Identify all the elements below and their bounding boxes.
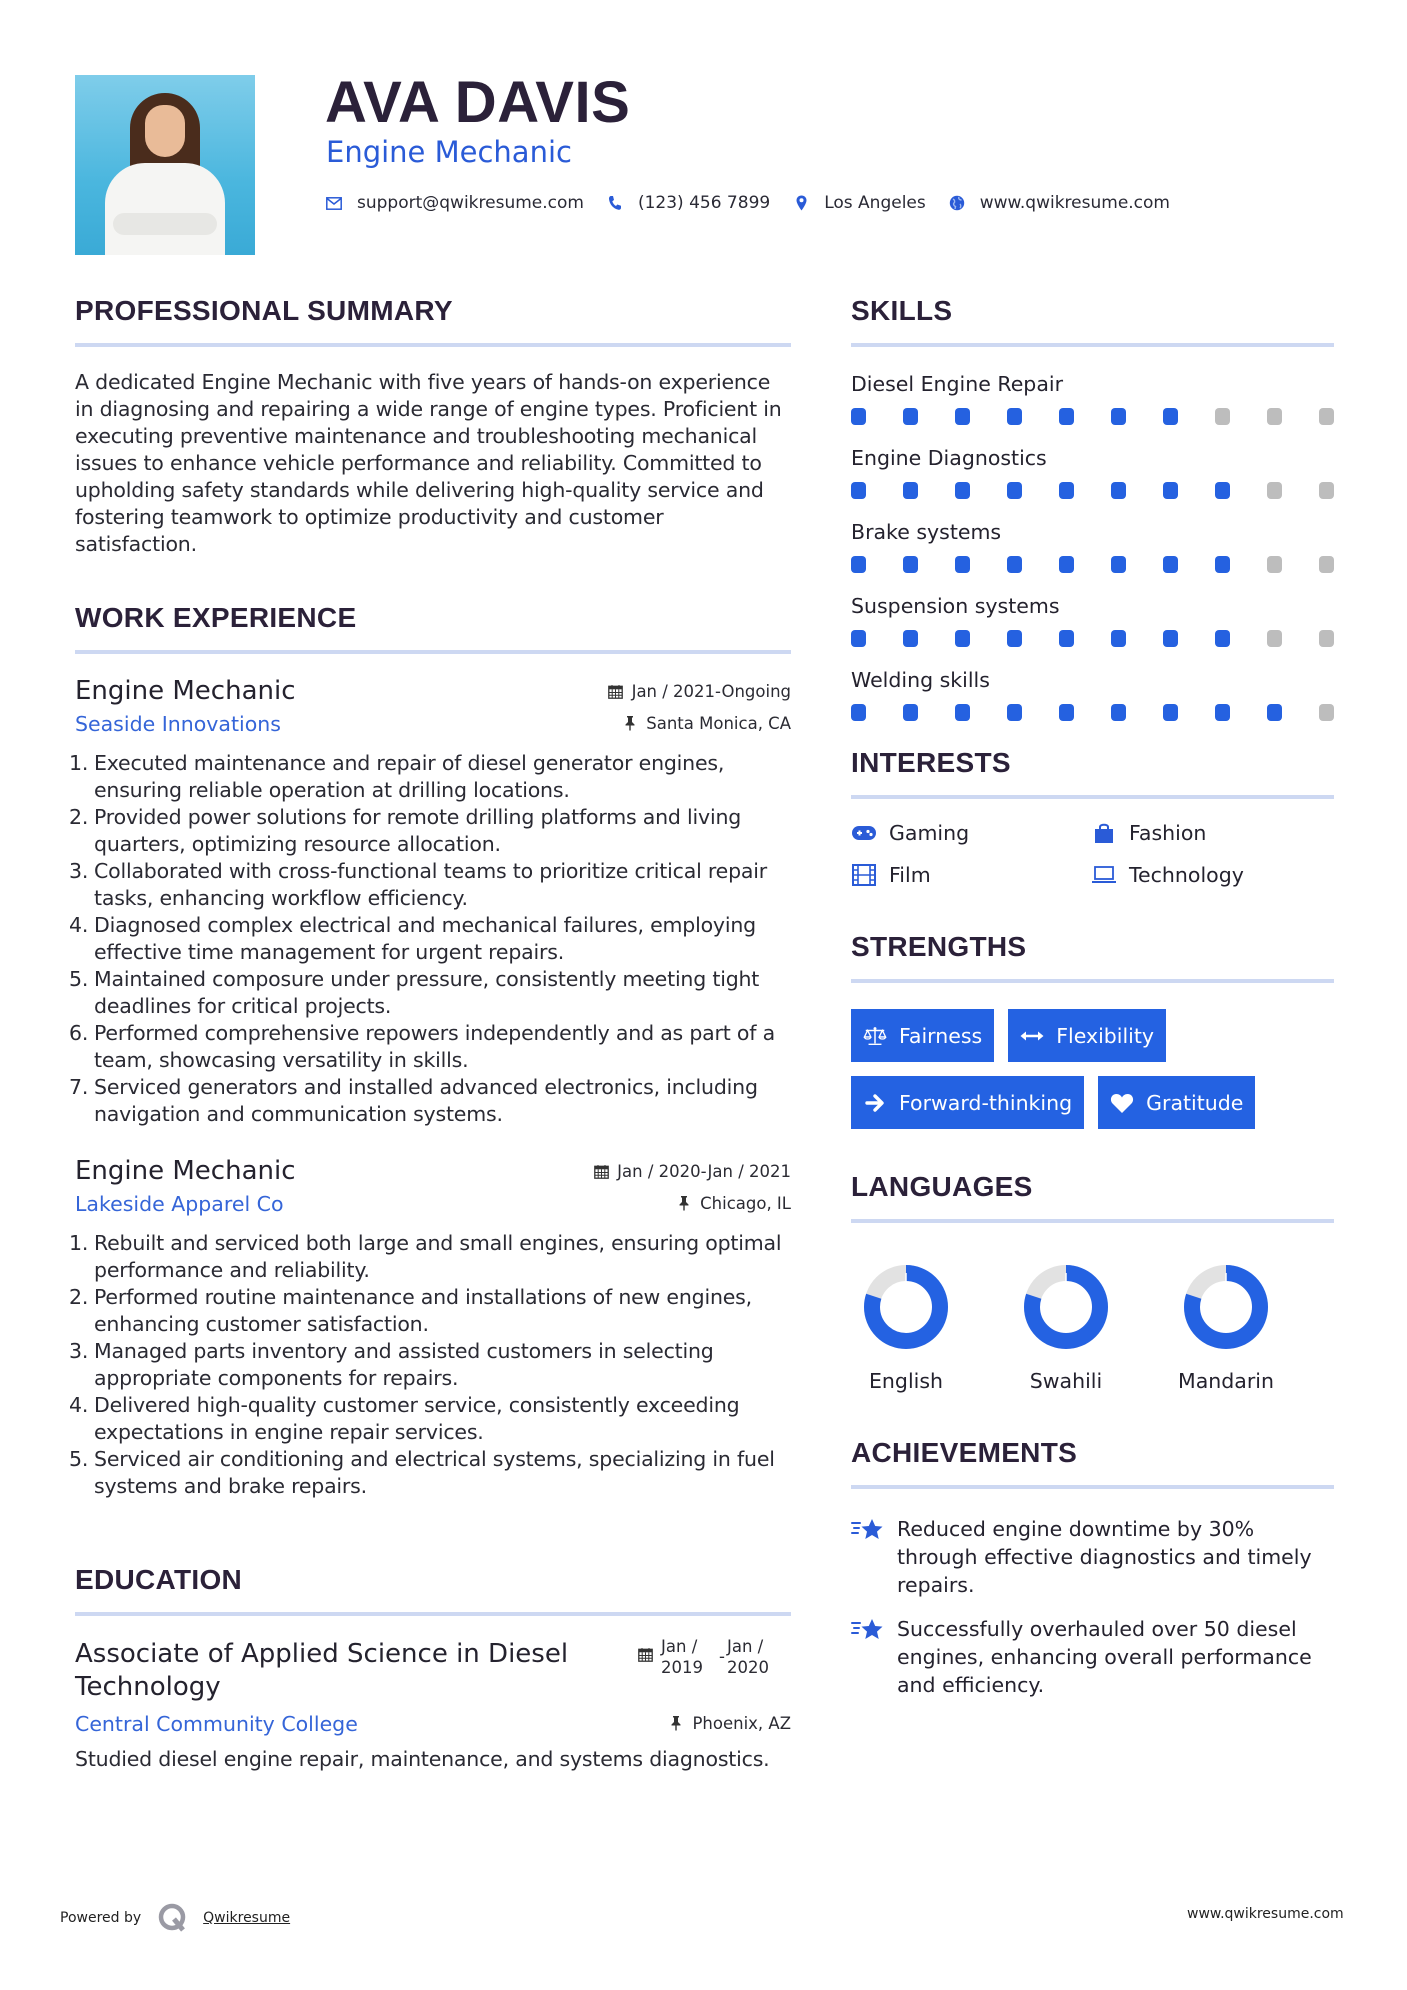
shooting-star-icon — [851, 1617, 885, 1643]
section-divider — [75, 343, 791, 347]
section-divider — [75, 650, 791, 654]
arrow-right-icon — [863, 1091, 887, 1115]
education-description: Studied diesel engine repair, maintenance, and systems diagnostics. — [75, 1747, 770, 1771]
section-title: ACHIEVEMENTS — [851, 1437, 1078, 1468]
degree-title: Associate of Applied Science in Diesel Technology — [75, 1639, 569, 1702]
skill-rating — [851, 408, 1334, 425]
language-donut-chart — [1022, 1263, 1110, 1351]
skill-rating — [851, 704, 1334, 721]
calendar-icon — [608, 684, 624, 700]
skills-section — [851, 295, 1334, 721]
education-location-text: Phoenix, AZ — [692, 1713, 791, 1733]
pushpin-icon — [622, 715, 638, 731]
rating-dot-empty — [1319, 482, 1334, 499]
skill-name: Engine Diagnostics — [851, 446, 1047, 470]
rating-dot-filled — [1215, 556, 1230, 573]
section-divider — [851, 795, 1334, 799]
heart-icon — [1110, 1091, 1134, 1115]
achievement-text: Successfully overhauled over 50 diesel engines, enhancing overall performance and efficiency. — [897, 1617, 1312, 1697]
rating-dot-filled — [1059, 630, 1074, 647]
skill-rating — [851, 630, 1334, 647]
bullet-item: 2. Performed routine maintenance and installations of new engines, enhancing customer satisfaction. — [69, 1285, 752, 1336]
skills-list — [851, 369, 1334, 721]
achievement-text: Reduced engine downtime by 30% through effective diagnostics and timely repairs. — [897, 1517, 1312, 1597]
job-company: Lakeside Apparel Co — [75, 1192, 284, 1216]
calendar-icon — [593, 1164, 609, 1180]
candidate-title: Engine Mechanic — [326, 135, 572, 169]
job-entry — [69, 676, 791, 1128]
job-location-text: Chicago, IL — [700, 1193, 791, 1213]
job-bullets — [69, 750, 791, 1128]
contact-bar — [325, 193, 1192, 213]
rating-dot-filled — [1111, 630, 1126, 647]
rating-dot-filled — [1163, 704, 1178, 721]
strengths-list — [851, 1009, 1334, 1143]
section-title: WORK EXPERIENCE — [75, 602, 357, 633]
rating-dot-filled — [1111, 408, 1126, 425]
education-dates — [637, 1636, 791, 1704]
rating-dot-empty — [1319, 704, 1334, 721]
shopping-bag-icon — [1091, 822, 1117, 844]
rating-dot-filled — [1163, 630, 1178, 647]
strength-label: Gratitude — [1146, 1090, 1244, 1115]
rating-dot-filled — [1163, 556, 1178, 573]
rating-dot-filled — [1111, 704, 1126, 721]
job-dates-text: Jan / 2020-Jan / 2021 — [617, 1162, 791, 1181]
rating-dot-filled — [851, 482, 866, 499]
right-column — [851, 295, 1334, 1715]
strength-chip — [1098, 1076, 1255, 1129]
section-divider — [851, 1219, 1334, 1223]
interest-item — [851, 821, 1091, 845]
interest-item — [1091, 863, 1331, 887]
bullet-item: 4. Delivered high-quality customer service, consistently exceeding expectations in engine repair services. — [69, 1393, 740, 1444]
strength-chip — [1008, 1009, 1166, 1062]
skill-name: Brake systems — [851, 520, 1002, 544]
map-pin-icon — [792, 194, 810, 212]
job-dates — [608, 682, 791, 701]
contact-phone[interactable] — [606, 193, 770, 213]
contact-email[interactable] — [325, 193, 584, 213]
gamepad-icon — [851, 822, 877, 844]
rating-dot-empty — [1267, 630, 1282, 647]
calendar-icon — [637, 1646, 653, 1662]
language-donut-chart — [1182, 1263, 1270, 1351]
bullet-item: 3. Managed parts inventory and assisted customers in selecting appropriate components for repairs. — [69, 1339, 714, 1390]
interest-label: Technology — [1129, 863, 1244, 887]
section-title: INTERESTS — [851, 747, 1011, 778]
laptop-icon — [1091, 864, 1117, 886]
rating-dot-filled — [851, 408, 866, 425]
qwikresume-logo-icon — [157, 1902, 189, 1934]
rating-dot-empty — [1319, 630, 1334, 647]
contact-email-text: support@qwikresume.com — [357, 193, 584, 213]
skill-item — [851, 665, 1334, 721]
summary-text: A dedicated Engine Mechanic with five years of hands-on experience in diagnosing and repairing a wide range of engine types. Proficient in executing preventive maintenance and troubleshooting mechanical issues to enhance vehicle performance and reliability. Committed to upholding safety standards while delivering high-quality service and fostering teamwork to optimize productivity and customer satisfaction. — [75, 370, 782, 556]
rating-dot-empty — [1215, 408, 1230, 425]
bullet-item: 1. Executed maintenance and repair of diesel generator engines, ensuring reliable operation at drilling locations. — [69, 751, 725, 802]
job-location-text: Santa Monica, CA — [646, 713, 791, 733]
section-title: STRENGTHS — [851, 931, 1027, 962]
achievement-item — [851, 1615, 1334, 1699]
bullet-item: 2. Provided power solutions for remote drilling platforms and living quarters, optimizing resource allocation. — [69, 805, 742, 856]
rating-dot-empty — [1319, 408, 1334, 425]
skill-item — [851, 517, 1334, 573]
phone-icon — [606, 194, 624, 212]
section-title: SKILLS — [851, 295, 953, 326]
rating-dot-filled — [903, 556, 918, 573]
rating-dot-filled — [955, 630, 970, 647]
rating-dot-filled — [903, 630, 918, 647]
job-dates — [593, 1162, 791, 1181]
work-experience-section — [69, 602, 791, 1500]
section-divider — [851, 343, 1334, 347]
rating-dot-filled — [903, 408, 918, 425]
education-end-month: Jan / — [727, 1637, 764, 1656]
pushpin-icon — [668, 1715, 684, 1731]
achievement-item — [851, 1515, 1334, 1599]
contact-phone-text: (123) 456 7899 — [637, 193, 771, 213]
job-location — [676, 1194, 791, 1213]
section-divider — [75, 1612, 791, 1616]
strength-chip — [851, 1009, 994, 1062]
rating-dot-filled — [955, 704, 970, 721]
school-name: Central Community College — [75, 1712, 358, 1736]
interests-section — [851, 747, 1334, 887]
rating-dot-filled — [955, 482, 970, 499]
bullet-item: 3. Collaborated with cross-functional teams to prioritize critical repair tasks, enhancing workflow efficiency. — [69, 859, 767, 910]
rating-dot-filled — [1163, 408, 1178, 425]
strength-chip — [851, 1076, 1084, 1129]
strengths-section — [851, 931, 1334, 1143]
skill-rating — [851, 482, 1334, 499]
skill-name: Welding skills — [851, 668, 990, 692]
rating-dot-filled — [851, 556, 866, 573]
rating-dot-filled — [1007, 408, 1022, 425]
pushpin-icon — [676, 1195, 692, 1211]
language-item — [826, 1263, 986, 1393]
footer-website[interactable]: www.qwikresume.com — [1187, 1906, 1344, 1922]
interest-label: Gaming — [889, 821, 970, 845]
date-separator: - — [719, 1647, 725, 1666]
rating-dot-filled — [1111, 556, 1126, 573]
languages-section — [851, 1171, 1334, 1393]
resume-header — [75, 70, 1335, 255]
rating-dot-empty — [1319, 556, 1334, 573]
rating-dot-filled — [1007, 704, 1022, 721]
rating-dot-filled — [903, 482, 918, 499]
job-role: Engine Mechanic — [75, 1156, 296, 1186]
interest-item — [1091, 821, 1331, 845]
language-name: English — [868, 1369, 944, 1393]
rating-dot-filled — [1059, 408, 1074, 425]
rating-dot-filled — [1059, 704, 1074, 721]
section-title: LANGUAGES — [851, 1171, 1033, 1202]
rating-dot-filled — [1215, 630, 1230, 647]
job-role: Engine Mechanic — [75, 676, 296, 706]
strength-label: Flexibility — [1056, 1023, 1155, 1048]
contact-website[interactable] — [948, 193, 1170, 213]
rating-dot-filled — [851, 704, 866, 721]
language-name: Swahili — [1029, 1369, 1103, 1393]
interests-list — [851, 821, 1334, 887]
rating-dot-filled — [1059, 556, 1074, 573]
film-icon — [851, 864, 877, 886]
skill-item — [851, 369, 1334, 425]
rating-dot-filled — [903, 704, 918, 721]
qwikresume-link[interactable]: Qwikresume — [203, 1910, 291, 1926]
education-section — [75, 1564, 791, 1773]
achievements-section — [851, 1437, 1334, 1699]
section-title: EDUCATION — [75, 1564, 243, 1595]
rating-dot-filled — [1111, 482, 1126, 499]
skill-item — [851, 443, 1334, 499]
left-column — [69, 295, 791, 1773]
rating-dot-filled — [1163, 482, 1178, 499]
job-location — [622, 714, 791, 733]
rating-dot-empty — [1267, 482, 1282, 499]
bullet-item: 6. Performed comprehensive repowers independently and as part of a team, showcasing versatility in skills. — [69, 1021, 775, 1072]
language-item — [986, 1263, 1146, 1393]
bullet-item: 7. Serviced generators and installed advanced electronics, including navigation and communication systems. — [69, 1075, 758, 1126]
balance-scale-icon — [863, 1024, 887, 1048]
globe-icon — [948, 194, 966, 212]
profile-photo — [75, 75, 255, 255]
rating-dot-filled — [1059, 482, 1074, 499]
job-entry — [69, 1156, 791, 1500]
skill-name: Suspension systems — [851, 594, 1060, 618]
bullet-item: 4. Diagnosed complex electrical and mechanical failures, employing effective time management for urgent repairs. — [69, 913, 756, 964]
skill-name: Diesel Engine Repair — [851, 372, 1064, 396]
rating-dot-filled — [1007, 556, 1022, 573]
footer-powered-by — [60, 1902, 290, 1934]
rating-dot-filled — [1267, 704, 1282, 721]
bullet-item: 1. Rebuilt and serviced both large and small engines, ensuring optimal performance and reliability. — [69, 1231, 782, 1282]
section-title: PROFESSIONAL SUMMARY — [75, 295, 453, 326]
arrows-horizontal-icon — [1020, 1024, 1044, 1048]
education-start-year: 2019 — [661, 1658, 704, 1677]
bullet-item: 5. Serviced air conditioning and electrical systems, specializing in fuel systems and brake repairs. — [69, 1447, 775, 1498]
language-donut-chart — [862, 1263, 950, 1351]
job-bullets — [69, 1230, 791, 1500]
rating-dot-empty — [1267, 556, 1282, 573]
shooting-star-icon — [851, 1517, 885, 1543]
strength-label: Forward-thinking — [899, 1090, 1073, 1115]
envelope-icon — [325, 194, 343, 212]
rating-dot-filled — [851, 630, 866, 647]
interest-label: Film — [889, 863, 931, 887]
languages-list — [851, 1263, 1334, 1393]
job-company: Seaside Innovations — [75, 712, 281, 736]
interest-item — [851, 863, 1091, 887]
contact-location-text: Los Angeles — [824, 193, 926, 213]
language-item — [1146, 1263, 1306, 1393]
powered-by-label: Powered by — [60, 1910, 142, 1926]
job-dates-text: Jan / 2021-Ongoing — [631, 682, 791, 701]
rating-dot-filled — [1215, 482, 1230, 499]
bullet-item: 5. Maintained composure under pressure, consistently meeting tight deadlines for critical projects. — [69, 967, 760, 1018]
education-end-year: 2020 — [727, 1658, 769, 1677]
professional-summary-section — [75, 295, 791, 558]
rating-dot-filled — [955, 556, 970, 573]
education-start-month: Jan / — [661, 1637, 698, 1656]
rating-dot-empty — [1267, 408, 1282, 425]
rating-dot-filled — [1215, 704, 1230, 721]
section-divider — [851, 979, 1334, 983]
education-location — [668, 1714, 791, 1733]
interest-label: Fashion — [1129, 821, 1207, 845]
strength-label: Fairness — [899, 1023, 983, 1048]
section-divider — [851, 1485, 1334, 1489]
rating-dot-filled — [955, 408, 970, 425]
skill-item — [851, 591, 1334, 647]
language-name: Mandarin — [1178, 1369, 1274, 1393]
contact-website-text: www.qwikresume.com — [979, 193, 1170, 213]
candidate-name: AVA DAVIS — [325, 70, 631, 135]
achievements-list — [851, 1515, 1334, 1699]
skill-rating — [851, 556, 1334, 573]
rating-dot-filled — [1007, 482, 1022, 499]
contact-location — [792, 193, 926, 213]
rating-dot-filled — [1007, 630, 1022, 647]
